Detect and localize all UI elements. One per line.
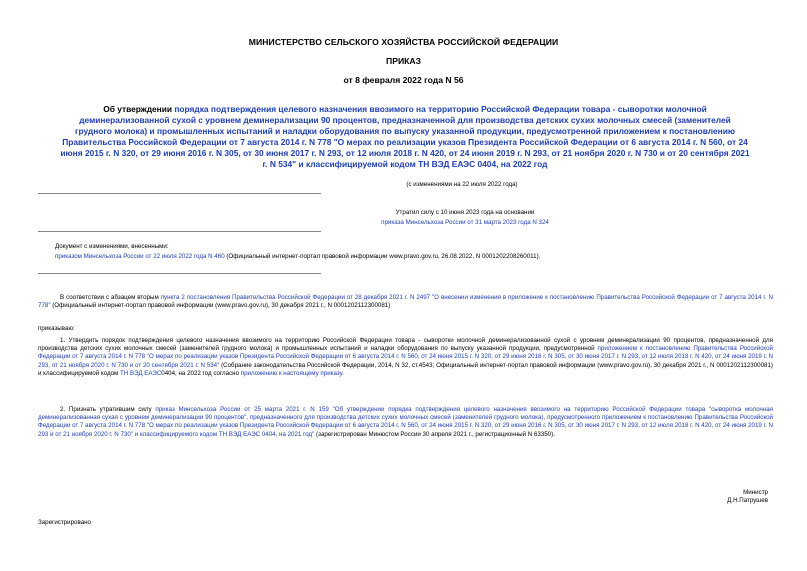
item-1-text-3: 0404, на 2022 год согласно [161,369,241,377]
item-1 [38,337,773,378]
title-link[interactable]: порядка подтверждения целевого назначения ввозимого на территорию Российской Федерации товара - сыворотки молочной деминерализованной сухой с уровнем деминерализации 90 процентов, предназначенной для производства детских сухих молочных смесей (заменителей грудного молока) и промышленных испытаний и наладки оборудования по выпуску указанной продукции, предусмотренной приложением к постановлению Правительства Российской Федерации от 7 августа 2014 г. N 778 "О мерах по реализации указов Президента Российской Федерации от 6 августа 2014 г. N 560, от 24 июня 2015 г. N 320, от 29 июня 2016 г. N 305, от 30 июня 2017 г. N 293, от 12 июля 2018 г. N 420, от 24 июня 2019 г. N 293, от 21 ноября 2020 г. N 730 и от 20 сентября 2021 г. N 534" и классифицируемой кодом ТН ВЭД ЕАЭС 0404, на 2022 год [60,104,750,169]
ministry-heading: МИНИСТЕРСТВО СЕЛЬСКОГО ХОЗЯЙСТВА РОССИЙСКОЙ ФЕДЕРАЦИИ [248,37,559,47]
changes-link[interactable]: приказом Минсельхоза России от 22 июля 2022 года N 460 [55,253,225,261]
expired-link[interactable]: приказа Минсельхоза России от 31 марта 2023 года N 324 [381,219,549,227]
signature-name: Д.Н.Патрушев [727,497,768,505]
changes-rest: (Официальный интернет-портал правовой информации www.pravo.gov.ru, 26.08.2022, N 0001202208260011). [224,253,541,261]
preamble [38,294,773,310]
divider [38,273,321,274]
item-1-appendix-link[interactable]: приложению к настоящему приказу [240,369,343,377]
item-1-code-link[interactable]: ТН ВЭД ЕАЭС [120,369,162,377]
divider [38,193,321,194]
item-1-text-2: (Собрание законодательства Российской Федерации, 2014, N 32, ст.4543; Официальный интернет-портал правовой информации (www.pravo.gov.ru), 30 декабря 2021 г., N 0001202112300081) и классифицируемой кодом [38,361,773,377]
amend-note: (с изменениями на 22 июля 2022 года) [406,181,518,188]
order-word: приказываю: [38,325,75,332]
changes-label: Документ с изменениями, внесенными: [55,243,169,250]
item-2-text: 2. Признать утратившим силу [60,406,156,413]
item-1-link[interactable]: приложением к постановлению Правительства Российской Федерации от 7 августа 2014 г. N 778 "О мерах по реализации указов Президента Российской Федерации от 6 августа 2014 г. N 560, от 24 июня 2015 г. N 320, от 29 июня 2016 г. N 305, от 30 июня 2017 г. N 293, от 12 июля 2018 г. N 420, от 24 июня 2019 г. N 293, от 21 ноября 2020 г. N 730 и от 20 сентября 2021 г. N 534" [38,345,773,369]
item-1-text: 1. Утвердить порядок подтверждения целевого назначения ввозимого на территорию Российской Федерации товара - сыворотки молочной деминерализованной сухой с уровнем деминерализации 90 процентов, предназначенной для производства детских сухих молочных смесей (заменителей грудного молока) и промышленных испытаний и наладки оборудования по выпуску указанной продукции, предусмотренной [38,337,773,353]
preamble-text: В соответствии с абзацем вторым [60,294,161,301]
item-2 [38,406,773,439]
divider [38,231,321,232]
preamble-text-2: (Официальный интернет-портал правовой информации (www.pravo.gov.ru), 30 декабря 2021 г., N 0001202112300081) [50,302,391,310]
item-2-link[interactable]: приказ Минсельхоза России от 25 марта 2021 г. N 159 "Об утверждении порядка подтверждения целевого назначения ввозимого на территорию Российской Федерации товара "сыворотка молочная деминерализованная сухая с уровнем деминерализации 90 процентов", предназначенного для производства детских сухих молочных смесей (заменителей грудного молока), предусмотренного приложением к постановлению Правительства Российской Федерации от 7 августа 2014 г. N 778 "О мерах по реализации указов Президента Российской Федерации от 6 августа 2014 г. N 560, от 24 июня 2015 г. N 320, от 29 июня 2016 г. N 305, от 30 июня 2017 г. N 293, от 12 июля 2018 г. N 420, от 24 июня 2019 г. N 293 и от 21 ноября 2020 г. N 730" и классифицируемого кодом ТН ВЭД ЕАЭС 0404, на 2021 год" [38,406,773,438]
preamble-link[interactable]: пункта 2 постановления Правительства Российской Федерации от 28 декабря 2021 г. N 2497 "О внесении изменения в приложение к постановлению Правительства Российской Федерации от 7 августа 2014 г. N 778" [38,294,773,310]
item-1-text-4: . [342,369,344,377]
item-2-text-2: (зарегистрирован Минюстом России 30 апреля 2021 г., регистрационный N 63350). [314,430,555,438]
expired-note [300,209,630,227]
expired-line-1: Утратил силу с 10 июня 2023 года на основании [395,209,535,216]
registered-note: Зарегистрировано [38,519,91,526]
changes-block [55,243,765,261]
title-prefix: Об утверждении [103,104,175,114]
signature-block [640,489,768,505]
document-type: ПРИКАЗ [386,56,421,66]
document-date-number: от 8 февраля 2022 года N 56 [343,75,464,85]
signature-title: Министр [743,489,768,496]
document-title [60,104,750,170]
